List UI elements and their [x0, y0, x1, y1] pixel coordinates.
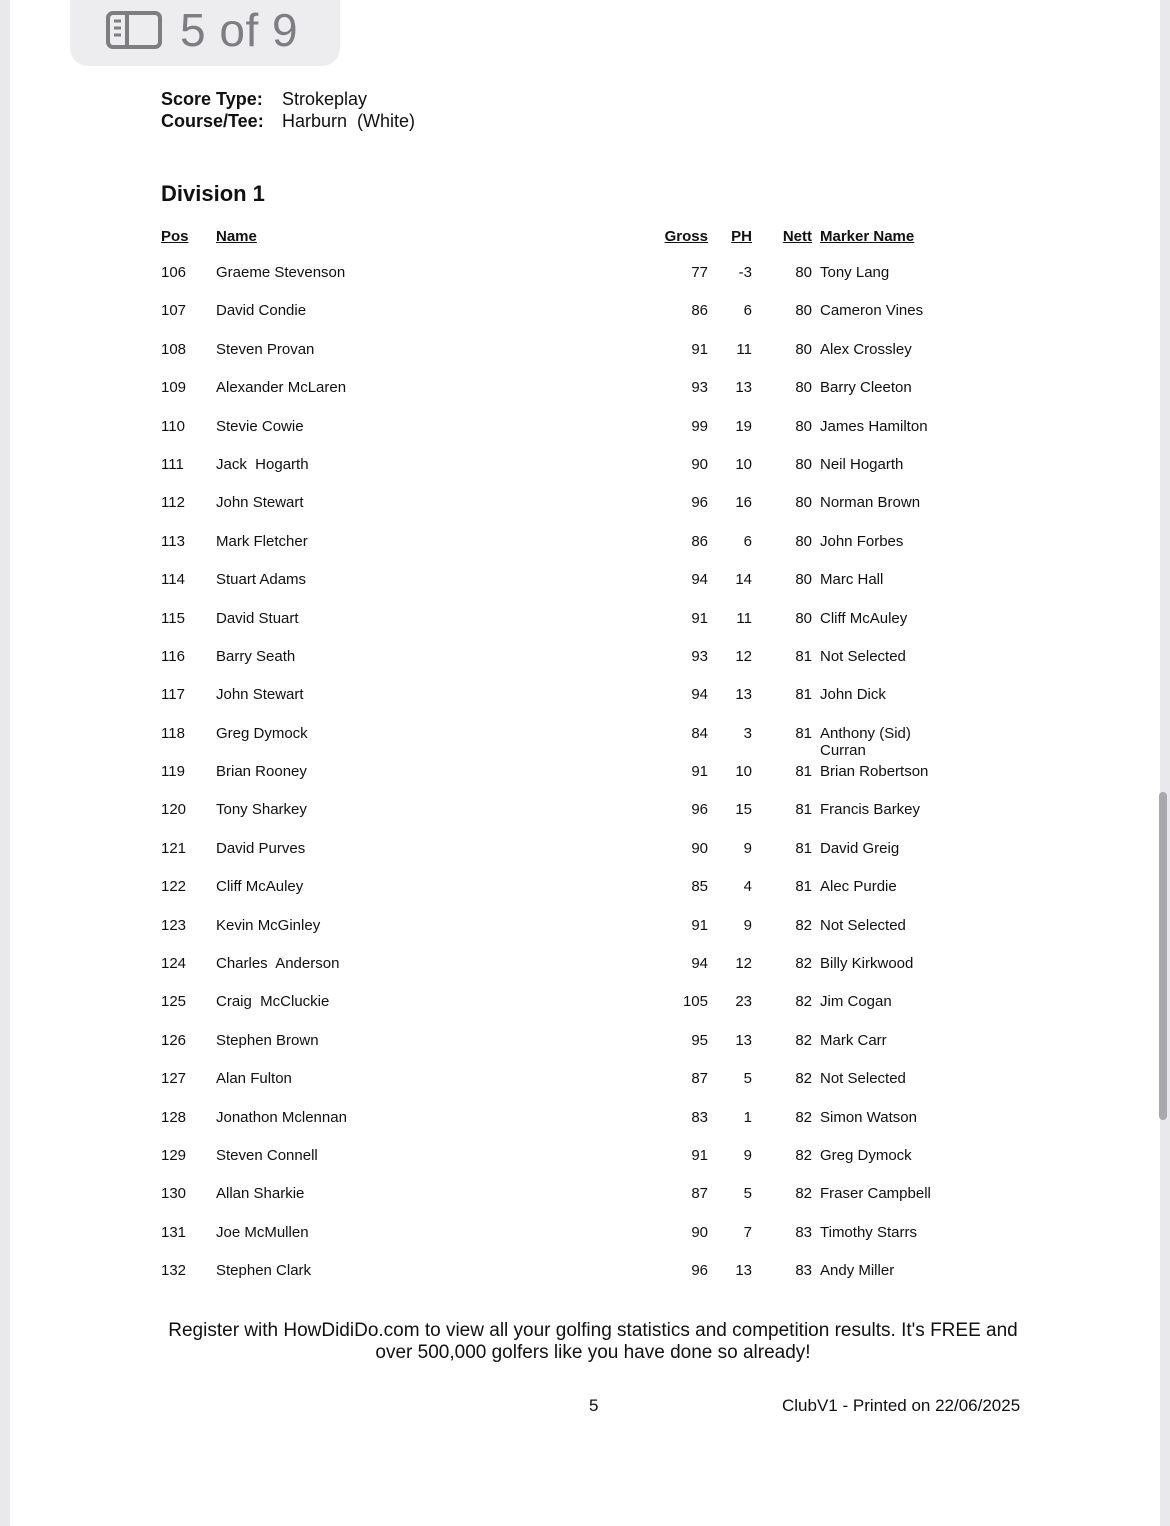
cell-name: Steven Provan [216, 340, 315, 358]
cell-gross: 83 [691, 1108, 708, 1126]
cell-ph: 13 [735, 379, 752, 397]
cell-name: Charles Anderson [216, 955, 340, 973]
course-tee-label: Course/Tee: [161, 111, 264, 131]
table-row [161, 801, 961, 839]
cell-gross: 93 [691, 647, 708, 665]
cell-pos: 108 [161, 340, 187, 358]
cell-name: Barry Seath [216, 647, 296, 665]
cell-marker-name: Jim Cogan [820, 993, 892, 1011]
table-row [161, 264, 961, 302]
cell-gross: 86 [691, 532, 708, 550]
cell-marker-name: Brian Robertson [820, 763, 929, 781]
table-row [161, 494, 961, 532]
table-row [161, 917, 961, 955]
cell-marker-name: John Forbes [820, 532, 904, 550]
cell-ph: 10 [735, 455, 752, 473]
cell-ph: 1 [743, 1108, 752, 1126]
cell-pos: 124 [161, 955, 187, 973]
cell-pos: 114 [161, 571, 185, 589]
cell-name: David Purves [216, 839, 306, 857]
cell-gross: 96 [691, 494, 708, 512]
cell-ph: 13 [735, 1031, 752, 1049]
cell-ph: 6 [743, 302, 752, 320]
header-marker-name: Marker Name [820, 228, 915, 245]
cell-gross: 86 [691, 302, 708, 320]
cell-nett: 82 [795, 1146, 812, 1164]
cell-nett: 80 [795, 455, 812, 473]
table-row [161, 1070, 961, 1108]
cell-ph: 19 [735, 417, 752, 435]
cell-pos: 106 [161, 264, 187, 281]
cell-gross: 90 [691, 455, 708, 473]
cell-name: Jack Hogarth [216, 455, 309, 473]
scrollbar-thumb[interactable] [1159, 792, 1167, 1120]
cell-pos: 131 [161, 1223, 187, 1241]
cell-ph: 3 [743, 724, 752, 742]
cell-gross: 91 [691, 609, 708, 627]
cell-marker-name: Timothy Starrs [820, 1223, 917, 1241]
table-row [161, 302, 961, 340]
cell-name: David Condie [216, 302, 307, 320]
cell-marker-name: Neil Hogarth [820, 455, 904, 473]
cell-gross: 96 [691, 801, 708, 819]
table-row [161, 1224, 961, 1262]
cell-nett: 80 [795, 494, 812, 512]
cell-name: Stephen Brown [216, 1031, 319, 1049]
cell-marker-name: Marc Hall [820, 571, 884, 589]
cell-pos: 123 [161, 916, 187, 934]
cell-gross: 105 [682, 993, 708, 1011]
table-row [161, 763, 961, 801]
cell-ph: 9 [743, 1146, 752, 1164]
cell-pos: 110 [161, 417, 185, 435]
cell-pos: 107 [161, 302, 187, 320]
cell-marker-name: Anthony (Sid) Curran [820, 724, 911, 759]
cell-nett: 81 [795, 801, 812, 819]
cell-pos: 122 [161, 878, 187, 896]
cell-gross: 91 [691, 916, 708, 934]
cell-name: David Stuart [216, 609, 299, 627]
table-row [161, 993, 961, 1031]
cell-name: Greg Dymock [216, 724, 308, 742]
cell-marker-name: Fraser Campbell [820, 1185, 931, 1203]
cell-nett: 80 [795, 379, 812, 397]
cell-ph: 4 [743, 878, 752, 896]
cell-name: Alexander McLaren [216, 379, 347, 397]
score-type-value: Strokeplay [282, 89, 368, 109]
cell-marker-name: Not Selected [820, 1070, 906, 1088]
table-row [161, 1147, 961, 1185]
cell-ph: 5 [743, 1070, 752, 1088]
table-header [161, 228, 961, 250]
cell-nett: 81 [795, 686, 812, 704]
table-row [161, 955, 961, 993]
cell-name: Joe McMullen [216, 1223, 309, 1241]
table-row [161, 341, 961, 379]
cell-name: Jonathon Mclennan [216, 1108, 347, 1126]
cell-nett: 83 [795, 1262, 812, 1280]
cell-nett: 82 [795, 1031, 812, 1049]
course-tee-value: Harburn (White) [282, 111, 416, 131]
cell-pos: 115 [161, 609, 185, 627]
cell-gross: 84 [691, 724, 708, 742]
cell-gross: 94 [691, 571, 708, 589]
cell-name: Tony Sharkey [216, 801, 307, 819]
cell-marker-name: Billy Kirkwood [820, 955, 914, 973]
table-row [161, 456, 961, 494]
results-table [161, 228, 961, 1301]
table-row [161, 418, 961, 456]
cell-nett: 80 [795, 417, 812, 435]
table-row [161, 1262, 961, 1300]
cell-nett: 80 [795, 571, 812, 589]
cell-ph: 10 [735, 763, 752, 781]
cell-marker-name: Francis Barkey [820, 801, 921, 819]
cell-nett: 80 [795, 532, 812, 550]
cell-pos: 127 [161, 1070, 187, 1088]
cell-gross: 91 [691, 763, 708, 781]
sidebar-icon[interactable] [106, 11, 162, 49]
document-page [10, 0, 1160, 1526]
cell-nett: 81 [795, 763, 812, 781]
cell-pos: 119 [161, 763, 185, 781]
cell-gross: 87 [691, 1185, 708, 1203]
cell-name: Alan Fulton [216, 1070, 292, 1088]
cell-gross: 99 [691, 417, 708, 435]
cell-nett: 82 [795, 993, 812, 1011]
competition-meta [161, 88, 415, 132]
cell-pos: 116 [161, 647, 185, 665]
cell-nett: 80 [795, 340, 812, 358]
cell-pos: 128 [161, 1108, 187, 1126]
cell-ph: 12 [735, 647, 752, 665]
cell-marker-name: Greg Dymock [820, 1146, 912, 1164]
cell-nett: 80 [795, 302, 812, 320]
cell-pos: 112 [161, 494, 185, 512]
cell-ph: 6 [743, 532, 752, 550]
cell-marker-name: David Greig [820, 839, 900, 857]
cell-ph: 13 [735, 1262, 752, 1280]
cell-ph: 9 [743, 839, 752, 857]
cell-gross: 85 [691, 878, 708, 896]
table-row [161, 878, 961, 916]
cell-gross: 90 [691, 839, 708, 857]
cell-marker-name: Alec Purdie [820, 878, 897, 896]
cell-ph: 16 [735, 494, 752, 512]
cell-nett: 82 [795, 1108, 812, 1126]
cell-ph: 12 [735, 955, 752, 973]
cell-marker-name: Barry Cleeton [820, 379, 912, 397]
cell-name: Graeme Stevenson [216, 264, 346, 281]
cell-nett: 81 [795, 647, 812, 665]
cell-ph: 9 [743, 916, 752, 934]
cell-pos: 113 [161, 532, 185, 550]
page-indicator[interactable] [70, 0, 340, 66]
cell-pos: 125 [161, 993, 187, 1011]
cell-pos: 120 [161, 801, 187, 819]
cell-marker-name: Simon Watson [820, 1108, 917, 1126]
cell-marker-name: Andy Miller [820, 1262, 895, 1280]
cell-nett: 82 [795, 916, 812, 934]
cell-nett: 80 [795, 609, 812, 627]
cell-gross: 90 [691, 1223, 708, 1241]
cell-marker-name: Alex Crossley [820, 340, 912, 358]
cell-name: Cliff McAuley [216, 878, 304, 896]
cell-gross: 91 [691, 340, 708, 358]
cell-ph: 7 [743, 1223, 752, 1241]
cell-nett: 81 [795, 878, 812, 896]
cell-ph: 15 [735, 801, 752, 819]
printed-date: ClubV1 - Printed on 22/06/2025 [782, 1396, 1021, 1415]
cell-gross: 94 [691, 686, 708, 704]
cell-ph: 14 [735, 571, 752, 589]
header-gross: Gross [664, 228, 708, 245]
cell-marker-name: Tony Lang [820, 264, 890, 281]
cell-marker-name: Not Selected [820, 647, 906, 665]
page-indicator-text: 5 of 9 [180, 4, 299, 56]
cell-name: John Stewart [216, 686, 304, 704]
cell-gross: 77 [691, 264, 708, 281]
cell-marker-name: Not Selected [820, 916, 906, 934]
cell-ph: 11 [736, 340, 752, 358]
cell-name: Stevie Cowie [216, 417, 304, 435]
cell-name: Steven Connell [216, 1146, 318, 1164]
cell-name: Allan Sharkie [216, 1185, 305, 1203]
cell-name: Stuart Adams [216, 571, 307, 589]
cell-nett: 82 [795, 1185, 812, 1203]
cell-pos: 121 [161, 839, 187, 857]
cell-name: Brian Rooney [216, 763, 307, 781]
division-title: Division 1 [161, 181, 265, 206]
cell-gross: 96 [691, 1262, 708, 1280]
table-body [161, 264, 961, 1301]
header-nett: Nett [782, 228, 812, 245]
cell-marker-name: John Dick [820, 686, 886, 704]
cell-nett: 82 [795, 1070, 812, 1088]
cell-nett: 83 [795, 1223, 812, 1241]
cell-gross: 93 [691, 379, 708, 397]
cell-ph: 5 [743, 1185, 752, 1203]
cell-marker-name: James Hamilton [820, 417, 928, 435]
cell-name: Stephen Clark [216, 1262, 312, 1280]
cell-gross: 95 [691, 1031, 708, 1049]
registration-notice: Register with HowDidiDo.com to view all your golfing statistics and competition results. It's FREE and over 500,000 golfers like you have done so already! [168, 1320, 1018, 1363]
cell-pos: 118 [161, 724, 185, 742]
cell-ph: -3 [738, 264, 752, 281]
cell-name: Kevin McGinley [216, 916, 321, 934]
table-row [161, 610, 961, 648]
cell-pos: 126 [161, 1031, 187, 1049]
cell-nett: 81 [795, 724, 812, 742]
cell-name: John Stewart [216, 494, 304, 512]
cell-nett: 80 [795, 264, 812, 281]
cell-pos: 117 [161, 686, 185, 704]
cell-marker-name: Norman Brown [820, 494, 921, 512]
table-row [161, 686, 961, 724]
table-row [161, 648, 961, 686]
cell-pos: 109 [161, 379, 187, 397]
table-row [161, 725, 961, 763]
cell-nett: 81 [795, 839, 812, 857]
cell-pos: 111 [161, 455, 184, 473]
cell-marker-name: Cliff McAuley [820, 609, 908, 627]
cell-name: Craig McCluckie [216, 993, 330, 1011]
cell-pos: 132 [161, 1262, 187, 1280]
cell-gross: 94 [691, 955, 708, 973]
table-row [161, 1032, 961, 1070]
table-row [161, 1109, 961, 1147]
cell-nett: 82 [795, 955, 812, 973]
header-name: Name [216, 228, 257, 245]
header-pos: Pos [161, 228, 189, 245]
table-row [161, 379, 961, 417]
cell-pos: 130 [161, 1185, 187, 1203]
table-row [161, 533, 961, 571]
score-type-label: Score Type: [161, 89, 263, 109]
cell-gross: 87 [691, 1070, 708, 1088]
header-ph: PH [731, 228, 752, 245]
table-row [161, 840, 961, 878]
cell-ph: 13 [735, 686, 752, 704]
cell-gross: 91 [691, 1146, 708, 1164]
cell-marker-name: Cameron Vines [820, 302, 924, 320]
cell-pos: 129 [161, 1146, 187, 1164]
page-number: 5 [589, 1396, 599, 1415]
cell-ph: 11 [736, 609, 752, 627]
cell-marker-name: Mark Carr [820, 1031, 887, 1049]
table-row [161, 571, 961, 609]
table-row [161, 1185, 961, 1223]
cell-name: Mark Fletcher [216, 532, 308, 550]
cell-ph: 23 [735, 993, 752, 1011]
